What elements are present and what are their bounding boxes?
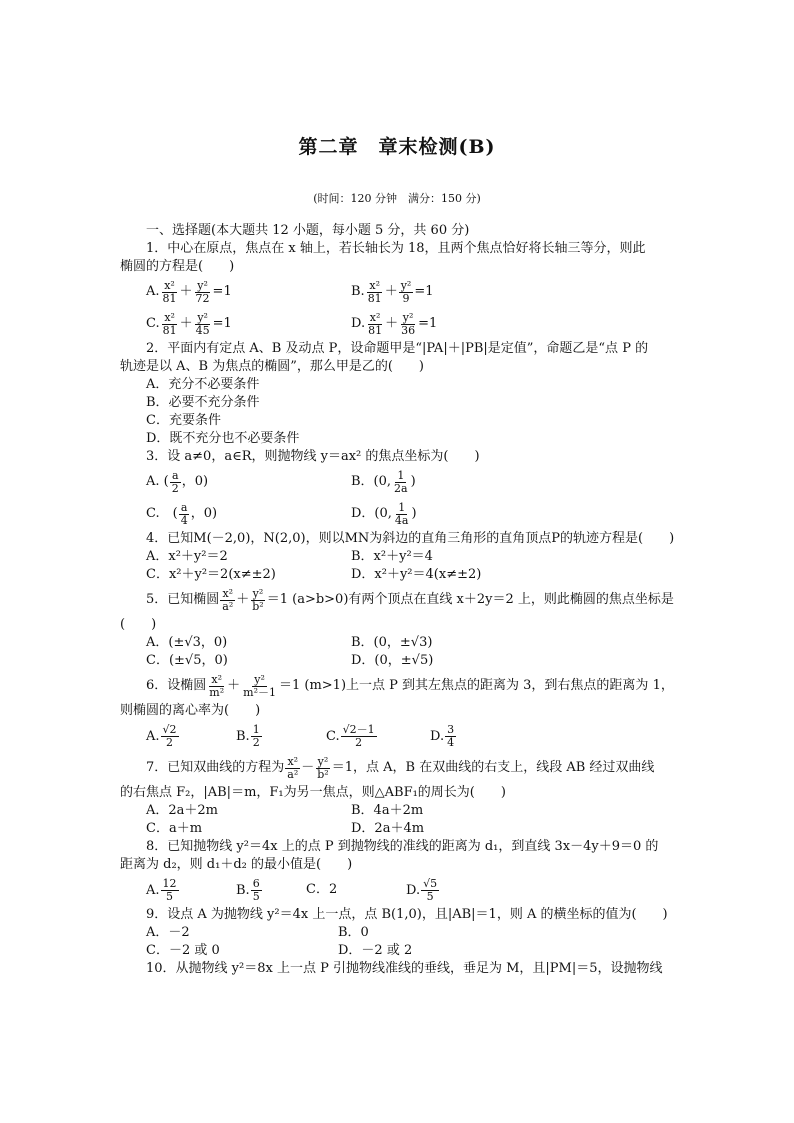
numerator: y² [197, 310, 208, 324]
fraction [341, 724, 377, 749]
q8-line2: 距离为 d₂，则 d₁＋d₂ 的最小值是( ) [120, 857, 353, 872]
q5-option-b: B．(0，±√3) [351, 635, 433, 650]
fraction [399, 280, 414, 305]
option-label: A. [146, 728, 160, 744]
q9-option-b: B．0 [338, 925, 369, 940]
q4-option-b: B．x²＋y²＝4 [351, 549, 433, 564]
option-label: D. [406, 882, 421, 898]
q2-line1: 2．平面内有定点 A、B 及动点 P，设命题甲是“|PA|＋|PB|是定值”，命题乙是“点 P 的 [146, 341, 649, 356]
numerator: x² [222, 586, 234, 600]
numerator: √2 [162, 722, 177, 736]
denominator: 9 [402, 291, 410, 305]
q5-options-ab [120, 634, 680, 652]
option-label: A. [146, 882, 160, 898]
q9-option-c: C．－2 或 0 [146, 943, 220, 958]
fraction [241, 674, 278, 699]
option-prefix: A. ( [146, 474, 169, 489]
q7-options-ab [120, 802, 680, 820]
denominator: 4a [394, 513, 409, 527]
fraction [179, 502, 190, 527]
q5-option-d: D．(0，±√5) [351, 653, 434, 668]
q7-option-a: A．2a＋2m [146, 803, 219, 818]
numerator: 12 [162, 876, 177, 890]
q8-option-a [146, 878, 236, 903]
q8-option-c: C．2 [306, 882, 338, 897]
q7-option-b: B．4a＋2m [351, 803, 424, 818]
denominator: 5 [426, 889, 434, 903]
q6-option-c [326, 724, 430, 749]
q8-option-d [406, 878, 496, 903]
exam-info: (时间：120 分钟 满分：150 分) [313, 192, 481, 205]
fraction [161, 724, 179, 749]
denominator: a² [287, 767, 299, 781]
q7-suffix: ＝1，点 A，B 在双曲线的右支上，线段 AB 经过双曲线 [331, 760, 655, 775]
q6-option-a [146, 724, 236, 749]
q2-option-d: D．既不充分也不必要条件 [146, 431, 300, 446]
fraction [251, 878, 262, 903]
q4-option-d: D．x²＋y²＝4(x≠±2) [351, 567, 482, 582]
option-label: C. [146, 316, 160, 331]
q5-option-a: A．(±√3，0) [146, 635, 228, 650]
denominator: 81 [368, 323, 383, 337]
option-label: D. [351, 316, 366, 331]
equation-tail: =1 [414, 284, 434, 299]
q9-option-d: D．－2 或 2 [338, 943, 413, 958]
q1-line1: 1．中心在原点，焦点在 x 轴上，若长轴长为 18，且两个焦点恰好将长轴三等分，则此 [146, 241, 646, 256]
page-title: 第二章 章末检测(B) [298, 136, 496, 158]
numerator: y² [252, 586, 264, 600]
q6-option-b [236, 724, 326, 749]
numerator: 3 [447, 722, 455, 736]
numerator: 1 [398, 500, 406, 514]
section-heading: 一、选择题(本大题共 12 小题，每小题 5 分，共 60 分) [146, 223, 470, 238]
q7-option-c: C．a＋m [146, 821, 203, 836]
fraction [366, 312, 384, 337]
q5-suffix: ＝1 (a>b>0)有两个顶点在直线 x＋2y＝2 上，则此椭圆的焦点坐标是 [266, 592, 674, 607]
fraction [161, 878, 179, 903]
option-suffix: ) [410, 474, 416, 489]
option-prefix: C. ( [146, 506, 178, 521]
numerator: y² [197, 278, 208, 292]
numerator: y² [402, 310, 414, 324]
option-label: A. [146, 284, 160, 299]
denominator: a² [222, 599, 234, 613]
numerator: x² [211, 672, 223, 686]
denominator: m² [209, 685, 225, 699]
option-label: B. [236, 882, 250, 898]
q1-line2: 椭圆的方程是( ) [120, 259, 235, 274]
numerator: a [171, 468, 179, 482]
fraction [220, 588, 235, 613]
q4-option-a: A．x²＋y²＝2 [146, 549, 228, 564]
fraction [207, 674, 226, 699]
denominator: 45 [195, 323, 210, 337]
q9-options-cd [120, 942, 680, 960]
fraction [399, 312, 417, 337]
q4-options-ab [120, 548, 680, 566]
denominator: 2 [171, 481, 179, 495]
option-label: D. [430, 728, 445, 744]
denominator: 81 [162, 323, 177, 337]
fraction [393, 502, 411, 527]
q1-option-c: C. $\frac{\text{x²}}{81}$ ＋ $\frac{\text{y²}}{45}$ =1 [146, 310, 232, 337]
numerator: x² [287, 754, 299, 768]
numerator: x² [369, 278, 380, 292]
numerator: x² [164, 278, 175, 292]
numerator: 1 [252, 722, 260, 736]
q7-option-d: D．2a＋4m [351, 821, 425, 836]
q8-option-b [236, 878, 306, 903]
q6-prefix: 6．设椭圆 [146, 678, 207, 693]
fraction [250, 588, 265, 613]
q3-options-cd [120, 498, 680, 530]
option-label: B. [351, 284, 365, 299]
numerator: y² [400, 278, 412, 292]
q6-line1: 6．设椭圆 $\frac{\text{x²}}{\text{m²}}$ ＋ $\frac{\text{y²}}{\text{m²－1}}$ ＝1 (m>1)上一点 P 到其左焦点的距离为 3，到右焦点的距离为 1， [146, 672, 674, 699]
denominator: 36 [401, 323, 416, 337]
q10-line1: 10．从抛物线 y²＝8x 上一点 P 引抛物线准线的垂线，垂足为 M，且|PM|＝5，设抛物线 [146, 961, 663, 976]
denominator: 2 [355, 735, 363, 749]
q3-line1: 3．设 a≠0，a∈R，则抛物线 y＝ax² 的焦点坐标为( ) [146, 449, 480, 464]
q3-option-a [146, 470, 351, 495]
q4-option-c: C．x²＋y²＝2(x≠±2) [146, 567, 276, 582]
fraction [161, 280, 179, 305]
q7-options-cd [120, 820, 680, 838]
question-list [120, 222, 680, 978]
option-suffix: ) [411, 506, 417, 521]
equation-tail: =1 [418, 316, 438, 331]
q3-option-c [146, 502, 351, 527]
numerator: x² [164, 310, 175, 324]
q7-line2: 的右焦点 F₂，|AB|＝m，F₁为另一焦点，则△ABF₁的周长为( ) [120, 785, 506, 800]
equation-tail: =1 [212, 284, 232, 299]
numerator: √5 [423, 876, 438, 890]
denominator: 5 [252, 889, 260, 903]
q1-option-b: B. $\frac{\text{x²}}{81}$ ＋ $\frac{\text{y²}}{9}$ =1 [351, 278, 434, 305]
fraction [161, 312, 179, 337]
denominator: 81 [367, 291, 382, 305]
option-label: C. [326, 728, 340, 744]
fraction [366, 280, 384, 305]
q6-option-d [430, 724, 520, 749]
q1-options-cd [120, 308, 680, 340]
denominator: 2 [252, 735, 260, 749]
q2-option-c: C．充要条件 [146, 413, 221, 428]
q4-line1: 4．已知M(－2,0)，N(2,0)，则以MN为斜边的直角三角形的直角顶点P的轨迹方程是( ) [146, 531, 675, 546]
q3-options-ab [120, 466, 680, 498]
q8-line1: 8．已知抛物线 y²＝4x 上的点 P 到抛物线的准线的距离为 d₁，到直线 3x－4y＋9＝0 的 [146, 839, 659, 854]
denominator: 72 [195, 291, 210, 305]
q8-options [120, 874, 680, 906]
denominator: 4 [447, 735, 455, 749]
fraction [445, 724, 456, 749]
q1-option-a: A. $\frac{\text{x²}}{81}$ ＋ $\frac{\text{y²}}{72}$ =1 [146, 278, 232, 305]
numerator: 6 [252, 876, 260, 890]
q4-options-cd [120, 566, 680, 584]
denominator: 2a [394, 481, 408, 495]
option-suffix: ，0) [190, 506, 218, 521]
q2-option-b: B．必要不充分条件 [146, 395, 260, 410]
equation-tail: =1 [212, 316, 232, 331]
q1-options-ab [120, 276, 680, 308]
q7-line1: 7．已知双曲线的方程为 $\frac{\text{x²}}{\text{a²}}$ － $\frac{\text{y²}}{\text{b²}}$ ＝1，点 A，B 在双曲线的右支上，线段 AB 经过双曲线 [146, 754, 655, 781]
denominator: b² [317, 767, 329, 781]
q6-line2: 则椭圆的离心率为( ) [120, 703, 261, 718]
option-prefix: D．(0, [351, 506, 392, 521]
q9-options-ab [120, 924, 680, 942]
denominator: 4 [180, 513, 188, 527]
q9-option-a: A．－2 [146, 925, 190, 940]
q2-line2: 轨迹是以 A、B 为焦点的椭圆”，那么甲是乙的( ) [120, 359, 424, 374]
fraction [194, 312, 212, 337]
fraction [421, 878, 439, 903]
option-label: B. [236, 728, 250, 744]
q6-options [120, 720, 680, 752]
q6-suffix: ＝1 (m>1)上一点 P 到其左焦点的距离为 3，到右焦点的距离为 1， [278, 678, 674, 693]
q3-option-d [351, 502, 556, 527]
q3-option-b [351, 470, 556, 495]
fraction [315, 756, 330, 781]
numerator: x² [369, 310, 381, 324]
q2-option-a: A．充分不必要条件 [146, 377, 260, 392]
denominator: 2 [166, 735, 174, 749]
q5-line1: 5．已知椭圆 $\frac{\text{x²}}{\text{a²}}$ ＋ $\frac{\text{y²}}{\text{b²}}$ ＝1 (a>b>0)有两个顶点在直线 x＋2y＝2 上，则此椭圆的焦点坐标是 [146, 586, 674, 613]
numerator: 1 [397, 468, 405, 482]
denominator: m²－1 [243, 685, 276, 699]
numerator: y² [317, 754, 329, 768]
numerator: √2－1 [342, 722, 375, 736]
denominator: 81 [162, 291, 177, 305]
q5-option-c: C．(±√5，0) [146, 653, 228, 668]
q1-option-d: D. $\frac{\text{x²}}{81}$ ＋ $\frac{\text{y²}}{36}$ =1 [351, 310, 438, 337]
numerator: a [180, 500, 188, 514]
q7-prefix: 7．已知双曲线的方程为 [146, 760, 285, 775]
option-suffix: ，0) [181, 474, 209, 489]
q5-prefix: 5．已知椭圆 [146, 592, 220, 607]
fraction [251, 724, 262, 749]
denominator: 5 [166, 889, 174, 903]
q5-line2: ( ) [120, 617, 157, 632]
fraction [194, 280, 212, 305]
q5-options-cd [120, 652, 680, 670]
fraction [170, 470, 181, 495]
denominator: b² [252, 599, 264, 613]
fraction [285, 756, 300, 781]
numerator: y² [254, 672, 265, 686]
q9-line1: 9．设点 A 为抛物线 y²＝4x 上一点，点 B(1,0)，且|AB|＝1，则 A 的横坐标的值为( ) [146, 907, 668, 922]
fraction [392, 470, 410, 495]
option-prefix: B．(0, [351, 474, 392, 489]
